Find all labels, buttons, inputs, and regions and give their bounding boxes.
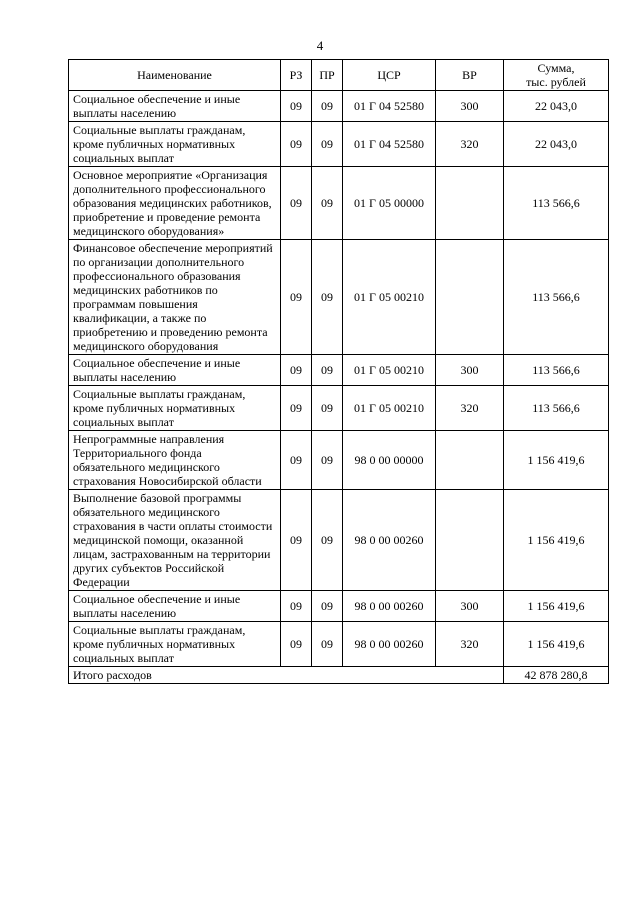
total-sum: 42 878 280,8 [504, 667, 609, 684]
row-pr: 09 [312, 167, 343, 240]
row-name: Основное мероприятие «Организация дополнительного профессионального образования медицинских работников, приобретение и проведение ремонта медицинского оборудования» [69, 167, 281, 240]
row-pr: 09 [312, 386, 343, 431]
row-name: Социальные выплаты гражданам, кроме публичных нормативных социальных выплат [69, 122, 281, 167]
table-row [69, 490, 609, 591]
row-csr: 98 0 00 00000 [343, 431, 436, 490]
row-name: Финансовое обеспечение мероприятий по организации дополнительного профессионального образования медицинских работников по программам повышения квалификации, а также по приобретению и проведению ремонта медицинского оборудования [69, 240, 281, 355]
total-label: Итого расходов [69, 667, 504, 684]
table-row [69, 240, 609, 355]
row-sum: 113 566,6 [504, 240, 609, 355]
table-row [69, 386, 609, 431]
row-pr: 09 [312, 431, 343, 490]
row-csr: 98 0 00 00260 [343, 490, 436, 591]
row-rz: 09 [281, 431, 312, 490]
row-rz: 09 [281, 355, 312, 386]
row-csr: 01 Г 05 00210 [343, 386, 436, 431]
row-sum: 113 566,6 [504, 167, 609, 240]
row-pr: 09 [312, 91, 343, 122]
row-rz: 09 [281, 122, 312, 167]
row-csr: 01 Г 05 00000 [343, 167, 436, 240]
row-name: Социальное обеспечение и иные выплаты населению [69, 355, 281, 386]
row-vr [436, 167, 504, 240]
table-header-row [69, 60, 609, 91]
row-sum: 22 043,0 [504, 91, 609, 122]
row-name: Социальные выплаты гражданам, кроме публичных нормативных социальных выплат [69, 386, 281, 431]
row-rz: 09 [281, 386, 312, 431]
row-name: Социальное обеспечение и иные выплаты населению [69, 91, 281, 122]
table-row [69, 622, 609, 667]
header-pr: ПР [312, 60, 343, 91]
row-sum: 1 156 419,6 [504, 490, 609, 591]
row-pr: 09 [312, 240, 343, 355]
row-csr: 01 Г 05 00210 [343, 355, 436, 386]
row-csr: 01 Г 05 00210 [343, 240, 436, 355]
row-vr: 300 [436, 91, 504, 122]
row-sum: 1 156 419,6 [504, 622, 609, 667]
row-sum: 113 566,6 [504, 355, 609, 386]
expenditure-table [68, 59, 609, 684]
row-vr: 320 [436, 622, 504, 667]
row-rz: 09 [281, 622, 312, 667]
row-pr: 09 [312, 355, 343, 386]
row-rz: 09 [281, 490, 312, 591]
row-vr: 320 [436, 122, 504, 167]
row-csr: 01 Г 04 52580 [343, 122, 436, 167]
row-name: Выполнение базовой программы обязательного медицинского страхования в части оплаты стоимости медицинской помощи, оказанной лицам, застрахованным на территории других субъектов Российской Федерации [69, 490, 281, 591]
total-row [69, 667, 609, 684]
row-sum: 22 043,0 [504, 122, 609, 167]
row-name: Непрограммные направления Территориального фонда обязательного медицинского страхования Новосибирской области [69, 431, 281, 490]
row-sum: 113 566,6 [504, 386, 609, 431]
row-pr: 09 [312, 591, 343, 622]
row-pr: 09 [312, 622, 343, 667]
row-sum: 1 156 419,6 [504, 431, 609, 490]
table-row [69, 167, 609, 240]
header-sum-line1: Сумма, [537, 61, 575, 75]
header-sum-line2: тыс. рублей [526, 75, 586, 89]
row-rz: 09 [281, 91, 312, 122]
row-rz: 09 [281, 240, 312, 355]
row-csr: 98 0 00 00260 [343, 591, 436, 622]
table-row [69, 122, 609, 167]
row-vr: 300 [436, 355, 504, 386]
row-csr: 98 0 00 00260 [343, 622, 436, 667]
row-sum: 1 156 419,6 [504, 591, 609, 622]
header-name: Наименование [69, 60, 281, 91]
row-vr: 300 [436, 591, 504, 622]
table-row [69, 431, 609, 490]
row-vr: 320 [436, 386, 504, 431]
table-row [69, 91, 609, 122]
row-pr: 09 [312, 122, 343, 167]
row-name: Социальное обеспечение и иные выплаты населению [69, 591, 281, 622]
row-pr: 09 [312, 490, 343, 591]
row-csr: 01 Г 04 52580 [343, 91, 436, 122]
header-sum [504, 60, 609, 91]
header-csr: ЦСР [343, 60, 436, 91]
header-rz: РЗ [281, 60, 312, 91]
table-row [69, 355, 609, 386]
row-vr [436, 490, 504, 591]
row-vr [436, 240, 504, 355]
row-vr [436, 431, 504, 490]
row-rz: 09 [281, 591, 312, 622]
page-number: 4 [316, 38, 324, 53]
table-row [69, 591, 609, 622]
row-name: Социальные выплаты гражданам, кроме публичных нормативных социальных выплат [69, 622, 281, 667]
row-rz: 09 [281, 167, 312, 240]
header-vr: ВР [436, 60, 504, 91]
